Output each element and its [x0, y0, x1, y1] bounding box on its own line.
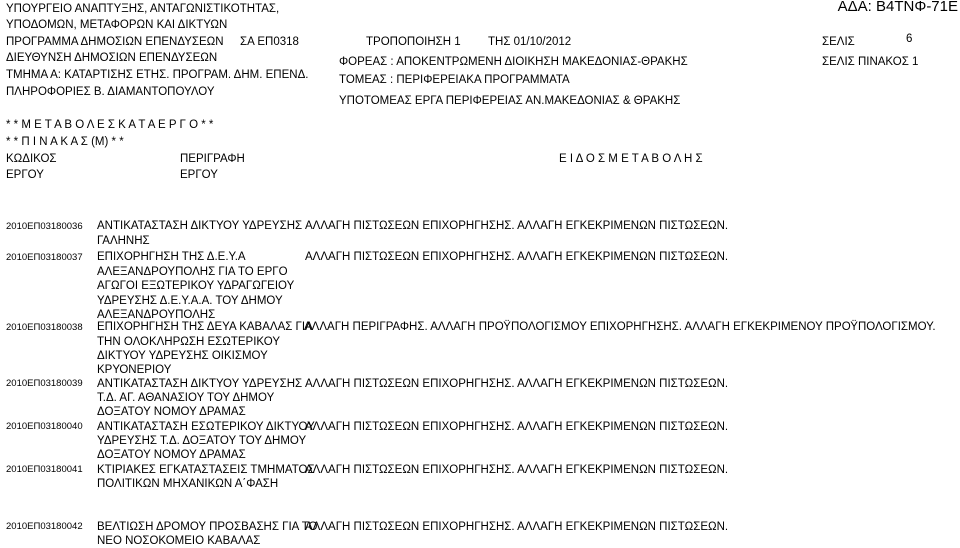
row-code: 2010ΕΠ03180036	[6, 221, 83, 232]
ypotomeas: ΥΠΟΤΟΜΕΑΣ ΕΡΓΑ ΠΕΡΙΦΕΡΕΙΑΣ ΑΝ.ΜΑΚΕΔΟΝΙΑΣ & ΘΡΑΚΗΣ	[339, 95, 681, 107]
ministry-line-4: ΔΙΕΥΘΥΝΣΗ ΔΗΜΟΣΙΩΝ ΕΠΕΝΔΥΣΕΩΝ	[6, 52, 218, 64]
row-desc-line: ΚΡΥΟΝΕΡΙΟΥ	[97, 364, 172, 376]
row-code: 2010ΕΠ03180040	[6, 421, 83, 432]
row-code: 2010ΕΠ03180042	[6, 521, 83, 532]
row-desc-line: ΑΝΤΙΚΑΤΑΣΤΑΣΗ ΕΣΩΤΕΡΙΚΟΥ ΔΙΚΤΥΟΥ	[97, 421, 315, 433]
modification-date: ΤΗΣ 01/10/2012	[488, 36, 572, 48]
row-change: ΑΛΛΑΓΗ ΠΙΣΤΩΣΕΩΝ ΕΠΙΧΟΡΗΓΗΣΗΣ. ΑΛΛΑΓΗ ΕΓΚΕΚΡΙΜΕΝΩΝ ΠΙΣΤΩΣΕΩΝ.	[305, 378, 729, 390]
col-change-header: Ε Ι Δ Ο Σ Μ Ε Τ Α Β Ο Λ Η Σ	[559, 153, 703, 165]
row-code: 2010ΕΠ03180037	[6, 252, 83, 263]
row-code: 2010ΕΠ03180041	[6, 464, 83, 475]
ministry-line-3: ΠΡΟΓΡΑΜΜΑ ΔΗΜΟΣΙΩΝ ΕΠΕΝΔΥΣΕΩΝ	[6, 36, 224, 48]
ministry-line-6: ΠΛΗΡΟΦΟΡΙΕΣ Β. ΔΙΑΜΑΝΤΟΠΟΥΛΟΥ	[6, 86, 215, 98]
row-desc-line: ΔΟΞΑΤΟΥ ΝΟΜΟΥ ΔΡΑΜΑΣ	[97, 449, 246, 461]
row-desc-line: ΚΤΙΡΙΑΚΕΣ ΕΓΚΑΤΑΣΤΑΣΕΙΣ ΤΜΗΜΑΤΟΣ	[97, 464, 315, 476]
col-code-header: ΚΩΔΙΚΟΣ	[6, 153, 57, 165]
row-code: 2010ΕΠ03180038	[6, 322, 83, 333]
row-desc-line: ΔΟΞΑΤΟΥ ΝΟΜΟΥ ΔΡΑΜΑΣ	[97, 406, 246, 418]
row-desc-line: ΒΕΛΤΙΩΣΗ ΔΡΟΜΟΥ ΠΡΟΣΒΑΣΗΣ ΓΙΑ ΤΟ	[97, 521, 318, 533]
row-desc-line: ΑΓΩΓΟΙ ΕΞΩΤΕΡΙΚΟΥ ΥΔΡΑΓΩΓΕΙΟΥ	[97, 280, 295, 292]
col-desc-header-sub: ΕΡΓΟΥ	[180, 169, 218, 181]
ministry-line-5: ΤΜΗΜΑ Α: ΚΑΤΑΡΤΙΣΗΣ ΕΤΗΣ. ΠΡΟΓΡΑΜ. ΔΗΜ. ΕΠΕΝΔ.	[6, 69, 309, 81]
row-change: ΑΛΛΑΓΗ ΠΙΣΤΩΣΕΩΝ ΕΠΙΧΟΡΗΓΗΣΗΣ. ΑΛΛΑΓΗ ΕΓΚΕΚΡΙΜΕΝΩΝ ΠΙΣΤΩΣΕΩΝ.	[305, 421, 729, 433]
row-desc-line: ΥΔΡΕΥΣΗΣ Δ.Ε.Υ.Α.Α. ΤΟΥ ΔΗΜΟΥ	[97, 295, 283, 307]
row-desc-line: ΕΠΙΧΟΡΗΓΗΣΗ ΤΗΣ ΔΕΥΑ ΚΑΒΑΛΑΣ ΓΙΑ	[97, 321, 313, 333]
row-desc-line: ΝΕΟ ΝΟΣΟΚΟΜΕΙΟ ΚΑΒΑΛΑΣ	[97, 535, 261, 547]
row-desc-line: ΑΝΤΙΚΑΤΑΣΤΑΣΗ ΔΙΚΤΥΟΥ ΥΔΡΕΥΣΗΣ	[97, 378, 303, 390]
row-desc-line: ΤΗΝ ΟΛΟΚΛΗΡΩΣΗ ΕΣΩΤΕΡΙΚΟΥ	[97, 336, 280, 348]
modification-number: ΤΡΟΠΟΠΟΙΗΣΗ 1	[366, 36, 461, 48]
page-number: 6	[906, 33, 913, 45]
foreas: ΦΟΡΕΑΣ : ΑΠΟΚΕΝΤΡΩΜΕΝΗ ΔΙΟΙΚΗΣΗ ΜΑΚΕΔΟΝΙΑΣ-ΘΡΑΚΗΣ	[339, 56, 688, 68]
col-code-header-sub: ΕΡΓΟΥ	[6, 169, 44, 181]
row-change: ΑΛΛΑΓΗ ΠΙΣΤΩΣΕΩΝ ΕΠΙΧΟΡΗΓΗΣΗΣ. ΑΛΛΑΓΗ ΕΓΚΕΚΡΙΜΕΝΩΝ ΠΙΣΤΩΣΕΩΝ.	[305, 521, 729, 533]
tomeas: ΤΟΜΕΑΣ : ΠΕΡΙΦΕΡΕΙΑΚΑ ΠΡΟΓΡΑΜΜΑΤΑ	[339, 74, 570, 86]
row-change: ΑΛΛΑΓΗ ΠΙΣΤΩΣΕΩΝ ΕΠΙΧΟΡΗΓΗΣΗΣ. ΑΛΛΑΓΗ ΕΓΚΕΚΡΙΜΕΝΩΝ ΠΙΣΤΩΣΕΩΝ.	[305, 220, 729, 232]
table-page: ΣΕΛΙΣ ΠΙΝΑΚΟΣ 1	[822, 56, 919, 68]
table-title: * * Π Ι Ν Α Κ Α Σ (Μ) * *	[6, 136, 124, 148]
ministry-line-1: ΥΠΟΥΡΓΕΙΟ ΑΝΑΠΤΥΞΗΣ, ΑΝΤΑΓΩΝΙΣΤΙΚΟΤΗΤΑΣ,	[6, 3, 280, 15]
row-desc-line: ΓΑΛΗΝΗΣ	[97, 235, 150, 247]
row-desc-line: Τ.Δ. ΑΓ. ΑΘΑΝΑΣΙΟΥ ΤΟΥ ΔΗΜΟΥ	[97, 392, 275, 404]
col-desc-header: ΠΕΡΙΓΡΑΦΗ	[180, 153, 245, 165]
row-desc-line: ΥΔΡΕΥΣΗΣ Τ.Δ. ΔΟΞΑΤΟΥ ΤΟΥ ΔΗΜΟΥ	[97, 435, 307, 447]
section-title: * * Μ Ε Τ Α Β Ο Λ Ε Σ Κ Α Τ Α Ε Ρ Γ Ο * *	[6, 119, 214, 131]
sa-code: ΣΑ ΕΠ0318	[240, 36, 299, 48]
row-desc-line: ΑΛΕΞΑΝΔΡΟΥΠΟΛΗΣ	[97, 309, 216, 321]
ada-code: ΑΔΑ: Β4ΤΝΦ-71Ε	[837, 0, 958, 15]
row-change: ΑΛΛΑΓΗ ΠΙΣΤΩΣΕΩΝ ΕΠΙΧΟΡΗΓΗΣΗΣ. ΑΛΛΑΓΗ ΕΓΚΕΚΡΙΜΕΝΩΝ ΠΙΣΤΩΣΕΩΝ.	[305, 251, 729, 263]
row-change: ΑΛΛΑΓΗ ΠΕΡΙΓΡΑΦΗΣ. ΑΛΛΑΓΗ ΠΡΟΫΠΟΛΟΓΙΣΜΟΥ ΕΠΙΧΟΡΗΓΗΣΗΣ. ΑΛΛΑΓΗ ΕΓΚΕΚΡΙΜΕΝΟΥ ΠΡΟΫΠΟΛΟΓΙΣΜΟΥ.	[304, 321, 936, 333]
row-change: ΑΛΛΑΓΗ ΠΙΣΤΩΣΕΩΝ ΕΠΙΧΟΡΗΓΗΣΗΣ. ΑΛΛΑΓΗ ΕΓΚΕΚΡΙΜΕΝΩΝ ΠΙΣΤΩΣΕΩΝ.	[305, 464, 729, 476]
row-code: 2010ΕΠ03180039	[6, 378, 83, 389]
row-desc-line: ΠΟΛΙΤΙΚΩΝ ΜΗΧΑΝΙΚΩΝ Α΄ΦΑΣΗ	[97, 478, 279, 490]
ministry-line-2: ΥΠΟΔΟΜΩΝ, ΜΕΤΑΦΟΡΩΝ ΚΑΙ ΔΙΚΤΥΩΝ	[6, 19, 228, 31]
row-desc-line: ΔΙΚΤΥΟΥ ΥΔΡΕΥΣΗΣ ΟΙΚΙΣΜΟΥ	[97, 350, 268, 362]
page-label: ΣΕΛΙΣ	[822, 36, 855, 48]
row-desc-line: ΑΛΕΞΑΝΔΡΟΥΠΟΛΗΣ ΓΙΑ ΤΟ ΕΡΓΟ	[97, 266, 288, 278]
row-desc-line: ΕΠΙΧΟΡΗΓΗΣΗ ΤΗΣ Δ.Ε.Υ.Α	[97, 251, 246, 263]
row-desc-line: ΑΝΤΙΚΑΤΑΣΤΑΣΗ ΔΙΚΤΥΟΥ ΥΔΡΕΥΣΗΣ	[97, 220, 303, 232]
